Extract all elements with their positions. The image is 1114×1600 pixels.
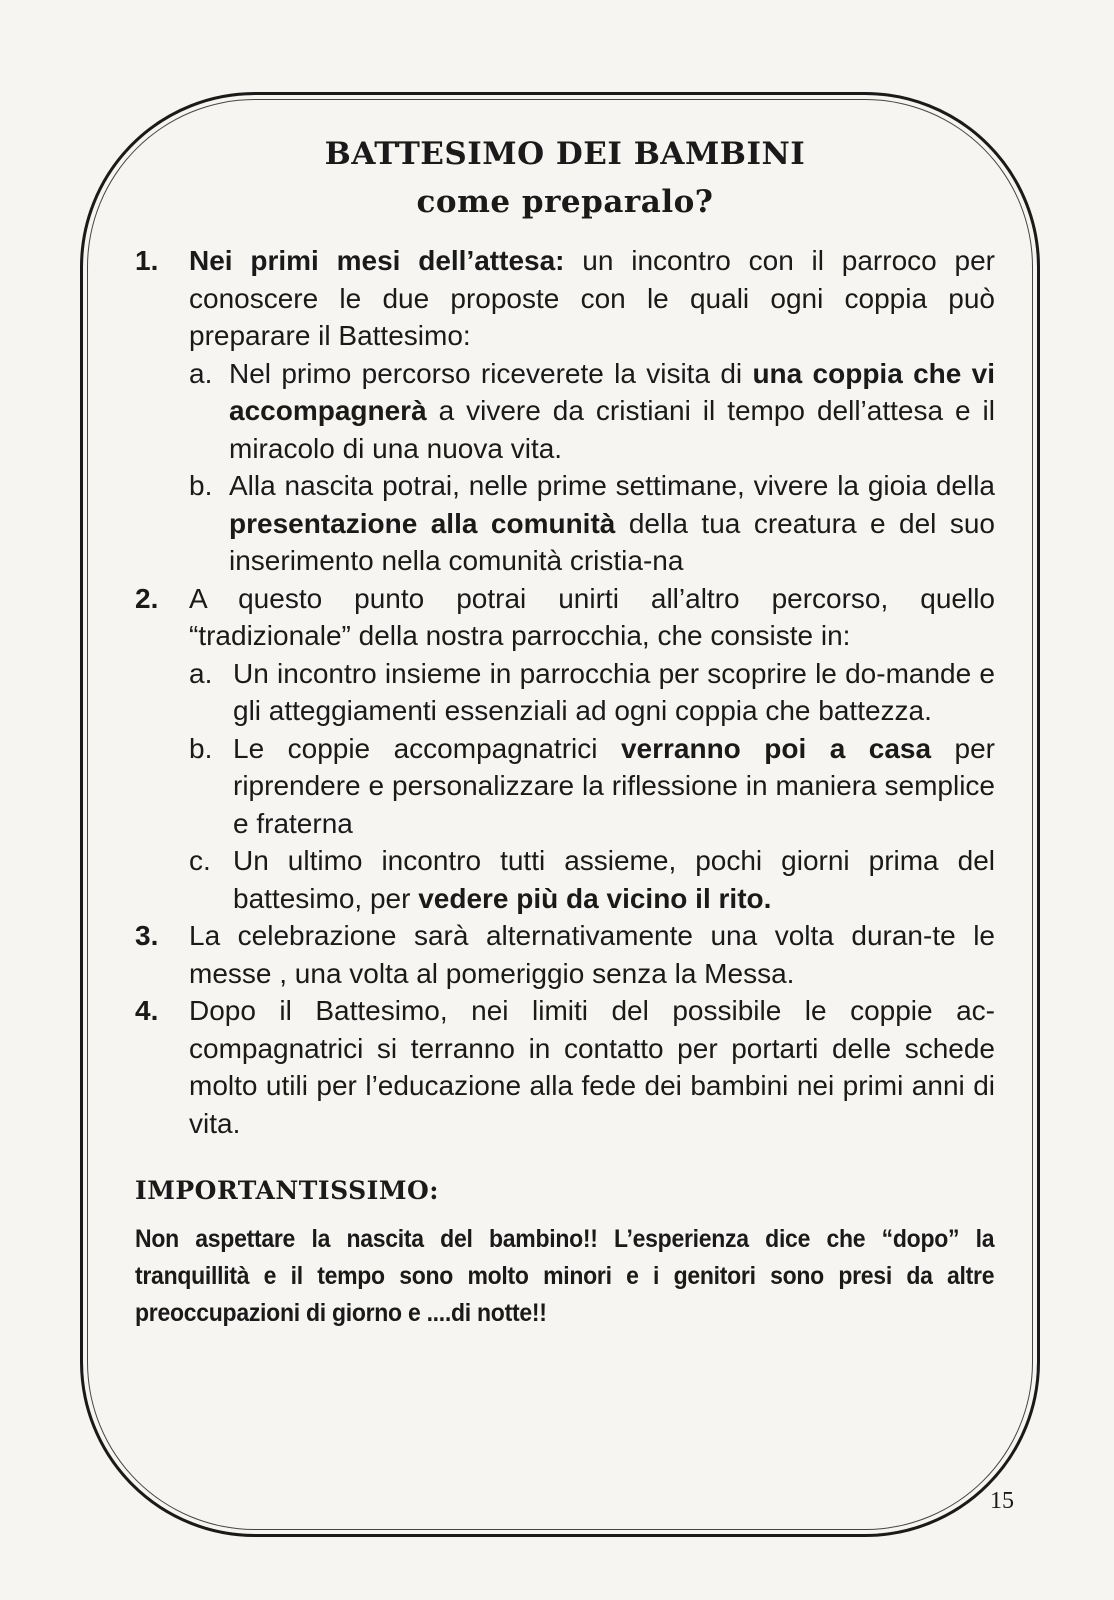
important-heading: IMPORTANTISSIMO: <box>135 1176 439 1205</box>
sub-item <box>189 730 995 843</box>
title-line-1: BATTESIMO DEI BAMBINI <box>324 136 806 172</box>
sub-item <box>189 655 995 730</box>
sub-item-text: Un ultimo incontro tutti assieme, pochi giorni prima del battesimo, per <box>233 845 995 914</box>
sub-item-mark: c. <box>189 845 211 876</box>
sub-item-mark: b. <box>189 470 213 501</box>
list-item-3 <box>135 917 995 992</box>
item-number: 1. <box>135 245 159 276</box>
important-note: Non aspettare la nascita del bambino!! L’esperienza dice che “dopo” la tranquillità e il tempo sono molto minori e i genitori sono presi da altre preoccupazioni di giorno e ....di notte!! <box>135 1225 995 1327</box>
content <box>135 130 995 1332</box>
sub-item-text: della tua creatura e del suo inserimento nella comunità cristia-na <box>229 507 995 576</box>
sub-item-mark: a. <box>189 357 213 389</box>
sub-item-mark: b. <box>189 732 213 764</box>
item-text: A questo punto potrai unirti all’altro percorso, quello “tradizionale” della nostra parrocchia, che consiste in: <box>189 582 995 651</box>
sub-item <box>189 842 995 917</box>
item-text: La celebrazione sarà alternativamente una volta duran-te le messe , una volta al pomeriggio senza la Messa. <box>189 920 995 989</box>
list-item-2 <box>135 580 995 918</box>
item-number: 2. <box>135 582 159 614</box>
sub-item-text: Alla nascita potrai, nelle prime settimane, vivere la gioia della <box>229 470 995 501</box>
sub-item <box>189 355 995 468</box>
list-item-4 <box>135 992 995 1142</box>
sub-item-text: per riprendere e personalizzare la riflessione in maniera semplice e fraterna <box>233 732 995 839</box>
sub-item-text: a vivere da cristiani il tempo dell’attesa e il miracolo di una nuova vita. <box>229 395 995 464</box>
item-number: 4. <box>135 995 159 1026</box>
sub-item-bold: verranno poi a casa <box>620 732 932 764</box>
list-item-1 <box>135 242 995 580</box>
item-number: 3. <box>135 920 159 951</box>
sub-item <box>189 467 995 580</box>
item-text: Dopo il Battesimo, nei limiti del possibile le coppie ac-compagnatrici si terranno in contatto per portarti delle schede molto utili per l’educazione alla fede dei bambini nei primi anni di vita. <box>189 995 995 1139</box>
page-number: 15 <box>990 1488 1014 1514</box>
title-line-2: come preparalo? <box>416 184 714 220</box>
sub-item-text: Le coppie accompagnatrici <box>233 732 621 764</box>
sub-item-bold: una coppia che vi accompagnerà <box>229 357 995 426</box>
numbered-list <box>135 242 995 1142</box>
item-lead: Nei primi mesi dell’attesa: <box>189 245 565 276</box>
sub-item-bold: presentazione alla comunità <box>229 507 616 539</box>
item-text: un incontro con il parroco per conoscere le due proposte con le quali ogni coppia può preparare il Battesimo: <box>189 245 995 351</box>
page-title <box>135 130 995 226</box>
sub-item-text: Un incontro insieme in parrocchia per scoprire le do-mande e gli atteggiamenti essenziali ad ogni coppia che battezza. <box>233 657 995 726</box>
sub-item-mark: a. <box>189 657 213 689</box>
sub-item-bold: vedere più da vicino il rito. <box>418 882 772 914</box>
sub-item-text: Nel primo percorso riceverete la visita di <box>229 357 753 389</box>
